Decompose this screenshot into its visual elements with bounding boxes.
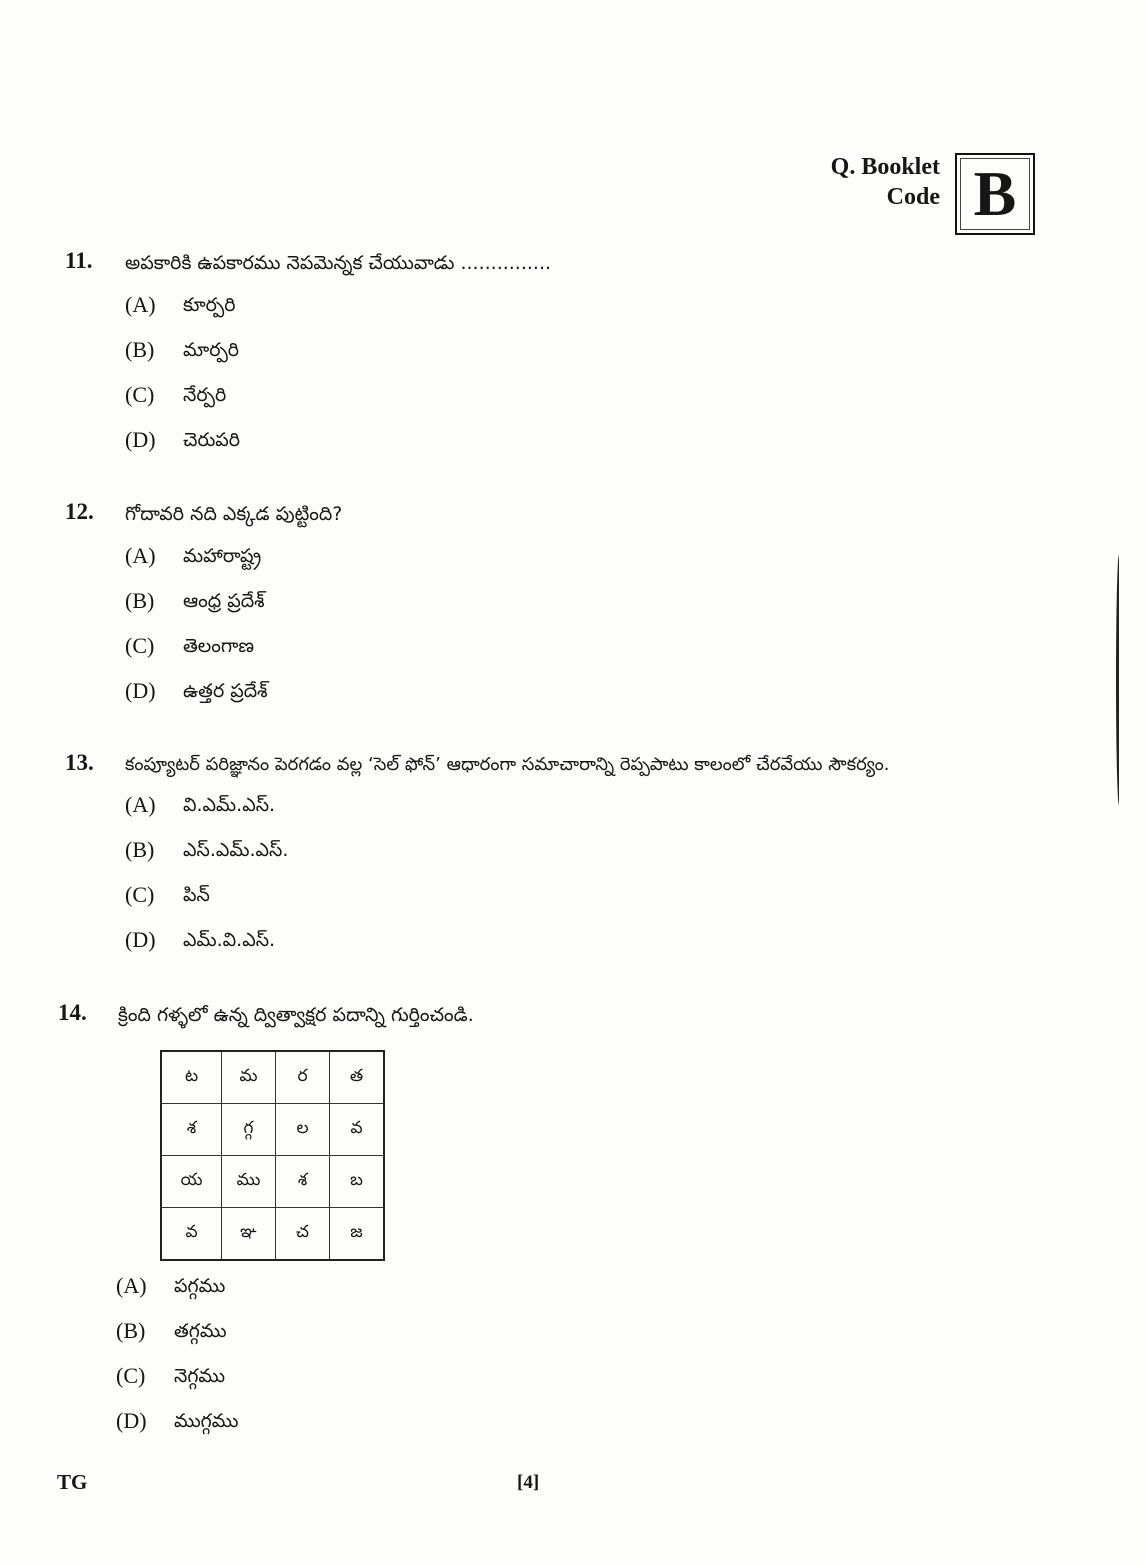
scan-edge-mark bbox=[1116, 555, 1122, 805]
grid-cell: వ bbox=[161, 1208, 222, 1261]
option-text: కూర్పరి bbox=[183, 294, 236, 316]
grid-cell: మ bbox=[222, 1051, 276, 1104]
option-label: (D) bbox=[125, 678, 156, 703]
option-text: తెలంగాణ bbox=[183, 635, 255, 657]
option-text: వి.ఎమ్.ఎస్. bbox=[183, 794, 276, 816]
question-number: 13. bbox=[65, 750, 94, 775]
grid-row bbox=[161, 1104, 384, 1156]
grid-cell: య bbox=[161, 1156, 222, 1208]
question-text: గోదావరి నది ఎక్కడ పుట్టింది? bbox=[125, 503, 343, 525]
page-number: [4] bbox=[517, 1472, 540, 1493]
option-label: (A) bbox=[116, 1273, 147, 1298]
grid-cell: చ bbox=[276, 1208, 330, 1261]
option-text: ఎమ్.వి.ఎస్. bbox=[183, 929, 276, 951]
grid-cell: శ bbox=[161, 1104, 222, 1156]
option-label: (C) bbox=[116, 1363, 146, 1388]
question-number: 11. bbox=[65, 248, 93, 273]
grid-cell: బ bbox=[330, 1156, 385, 1208]
option-label: (B) bbox=[125, 337, 155, 362]
grid-row bbox=[161, 1208, 384, 1261]
option-text: పగ్గము bbox=[174, 1275, 226, 1297]
option-text: ఉత్తర ప్రదేశ్ bbox=[183, 680, 268, 702]
option-text: ఎస్.ఎమ్.ఎస్. bbox=[183, 839, 289, 861]
option-text: చెరుపరి bbox=[183, 429, 241, 451]
option-text: మార్పరి bbox=[183, 339, 240, 361]
option-text: మహారాష్ట్ర bbox=[183, 545, 262, 567]
option-text: నేర్పరి bbox=[183, 384, 227, 406]
grid-cell: గ్గ bbox=[222, 1104, 276, 1156]
option-label: (A) bbox=[125, 543, 156, 568]
option-label: (C) bbox=[125, 882, 155, 907]
grid-cell: ర bbox=[276, 1051, 330, 1104]
option-label: (C) bbox=[125, 382, 155, 407]
grid-cell: శ bbox=[276, 1156, 330, 1208]
option-text: పిన్ bbox=[183, 884, 210, 906]
grid-cell: ల bbox=[276, 1104, 330, 1156]
question-number: 12. bbox=[65, 499, 94, 524]
footer-code: TG bbox=[57, 1470, 88, 1494]
booklet-code-box: B bbox=[955, 153, 1035, 235]
option-text: నెగ్గము bbox=[174, 1365, 226, 1387]
question-text: కంప్యూటర్ పరిజ్ఞానం పెరగడం వల్ల ‘సెల్ ఫోన్’ ఆధారంగా సమాచారాన్ని రెప్పపాటు కాలంలో చేరవేయు సౌకర్యం. bbox=[125, 754, 890, 775]
booklet-code-label bbox=[790, 152, 940, 212]
grid-cell: ము bbox=[222, 1156, 276, 1208]
option-text: తగ్గము bbox=[174, 1320, 227, 1342]
option-label: (B) bbox=[125, 588, 155, 613]
grid-row bbox=[161, 1156, 384, 1208]
option-label: (C) bbox=[125, 633, 155, 658]
option-label: (A) bbox=[125, 792, 156, 817]
option-label: (A) bbox=[125, 292, 156, 317]
grid-cell: ట bbox=[161, 1051, 222, 1104]
booklet-label-line1: Q. Booklet bbox=[830, 154, 940, 180]
grid-cell: ఞ bbox=[222, 1208, 276, 1261]
option-label: (B) bbox=[125, 837, 155, 862]
letter-grid bbox=[160, 1050, 385, 1261]
grid-row bbox=[161, 1051, 384, 1104]
question-text: క్రింది గళ్ళలో ఉన్న ద్విత్వాక్షర పదాన్ని గుర్తించండి. bbox=[118, 1004, 474, 1026]
option-label: (D) bbox=[116, 1408, 147, 1433]
question-number: 14. bbox=[58, 1000, 87, 1025]
grid-cell: వ bbox=[330, 1104, 385, 1156]
option-text: ఆంధ్ర ప్రదేశ్ bbox=[183, 590, 265, 612]
grid-cell: జ bbox=[330, 1208, 385, 1261]
grid-cell: త bbox=[330, 1051, 385, 1104]
question-text: అపకారికి ఉపకారము నెపమెన్నక చేయువాడు ............... bbox=[125, 252, 552, 274]
booklet-label-line2: Code bbox=[886, 184, 940, 210]
option-label: (B) bbox=[116, 1318, 146, 1343]
option-label: (D) bbox=[125, 427, 156, 452]
option-text: ముగ్గము bbox=[174, 1410, 239, 1432]
option-label: (D) bbox=[125, 927, 156, 952]
